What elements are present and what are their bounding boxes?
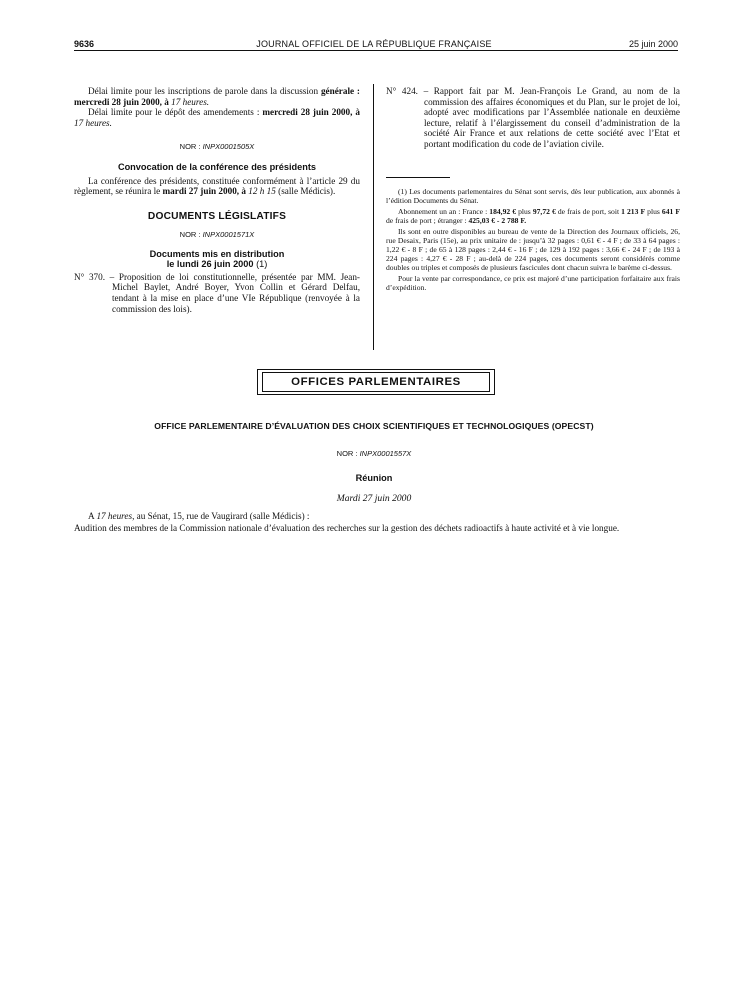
- reunion-heading: Réunion: [355, 473, 393, 483]
- section-box: [262, 372, 490, 392]
- left-column: [74, 86, 360, 314]
- sales-office-prices: Ils sont en outre disponibles au bureau de vente de la Direction des Journaux officiels, 26, rue Desaix, Paris (15e), au prix unitaire de : jusqu’à 32 pages : 0,61 € - 4 F ; de 33 à 64 pages : 1,22 € - 8 F ; de 65 à 128 pages : 2,44 € - 16 F ; de 129 à 192 pages : 3,66 € - 24 F ; de 193 à 224 pages : 4,27 € - 28 F ; au-delà de 224 pages, ces documents seront considérés comme doubles ou triples et composés de plusieurs fascicules dont chacun suivra le barème ci-dessus.: [386, 226, 680, 272]
- footnote-rule: [386, 177, 450, 178]
- meeting-agenda: Audition des membres de la Commission nationale d’évaluation des recherches sur la gestion des déchets radioactifs à haute activité et à vie longue.: [74, 522, 620, 533]
- opecst-title: OFFICE PARLEMENTAIRE D’ÉVALUATION DES CHOIX SCIENTIFIQUES ET TECHNOLOGIQUES (OPECST): [154, 421, 594, 431]
- offices-parlementaires-title: OFFICES PARLEMENTAIRES: [291, 376, 461, 388]
- right-column: [386, 86, 680, 150]
- issue-date: 25 juin 2000: [628, 39, 678, 49]
- meeting-details: [74, 511, 680, 534]
- footnote-1: (1) Les documents parlementaires du Sénat sont servis, dès leur publication, aux abonnés à l’édition Documents du Sénat.: [386, 187, 680, 206]
- meeting-time-location: A 17 heures, au Sénat, 15, rue de Vaugirard (salle Médicis) :: [88, 511, 310, 521]
- mail-order-note: Pour la vente par correspondance, ce prix est majoré d’une participation forfaitaire aux frais d’expédition.: [386, 273, 680, 292]
- convocation-heading: Convocation de la conférence des présidents: [117, 161, 317, 172]
- column-divider: [373, 84, 374, 350]
- document-n424: N° 424. – Rapport fait par M. Jean-François Le Grand, au nom de la commission des affaires économiques et du Plan, sur le projet de loi, adopté avec modifications par l’Assemblée nationale en deuxième lecture, relatif à l’élargissement du conseil d’administration de la société Air France et aux relations de cette société avec l’Etat et portant modification du code de l’aviation civile.: [386, 86, 680, 149]
- document-n370: N° 370. – Proposition de loi constitutionnelle, présentée par MM. Jean-Michel Baylet, André Boyer, Yvon Collin et Gérard Delfau, tendant à la mise en place d’une VIe République (renvoyée à la commission des lois).: [74, 271, 360, 314]
- deadline-amendments: Délai limite pour le dépôt des amendements : mercredi 28 juin 2000, à 17 heures.: [74, 107, 360, 128]
- convocation-text: La conférence des présidents, constituée conformément à l’article 29 du règlement, se réunira le mardi 27 juin 2000, à 12 h 15 (salle Médicis).: [74, 175, 360, 197]
- nor-reference-1: NOR : INPX0001505X: [179, 142, 255, 152]
- journal-title: JOURNAL OFFICIEL DE LA RÉPUBLIQUE FRANÇAISE: [256, 39, 492, 49]
- page-number: 9636: [74, 39, 95, 49]
- nor-reference-2: NOR : INPX0001571X: [179, 230, 255, 240]
- documents-legislatifs-heading: DOCUMENTS LÉGISLATIFS: [147, 210, 287, 222]
- meeting-date: Mardi 27 juin 2000: [336, 493, 412, 504]
- footnotes: [386, 187, 680, 293]
- subscription-price: Abonnement un an : France : 184,92 € plus 97,72 € de frais de port, soit 1 213 F plus 641 F de frais de port ; étranger : 425,03 € - 2 788 F.: [386, 206, 680, 225]
- documents-distribution-heading: Documents mis en distribution le lundi 26 juin 2000 (1): [149, 248, 285, 270]
- nor-reference-3: NOR : INPX0001557X: [336, 449, 412, 458]
- deadline-speakers: Délai limite pour les inscriptions de parole dans la discussion générale : mercredi 28 juin 2000, à 17 heures.: [74, 86, 360, 107]
- header-rule: [74, 50, 678, 51]
